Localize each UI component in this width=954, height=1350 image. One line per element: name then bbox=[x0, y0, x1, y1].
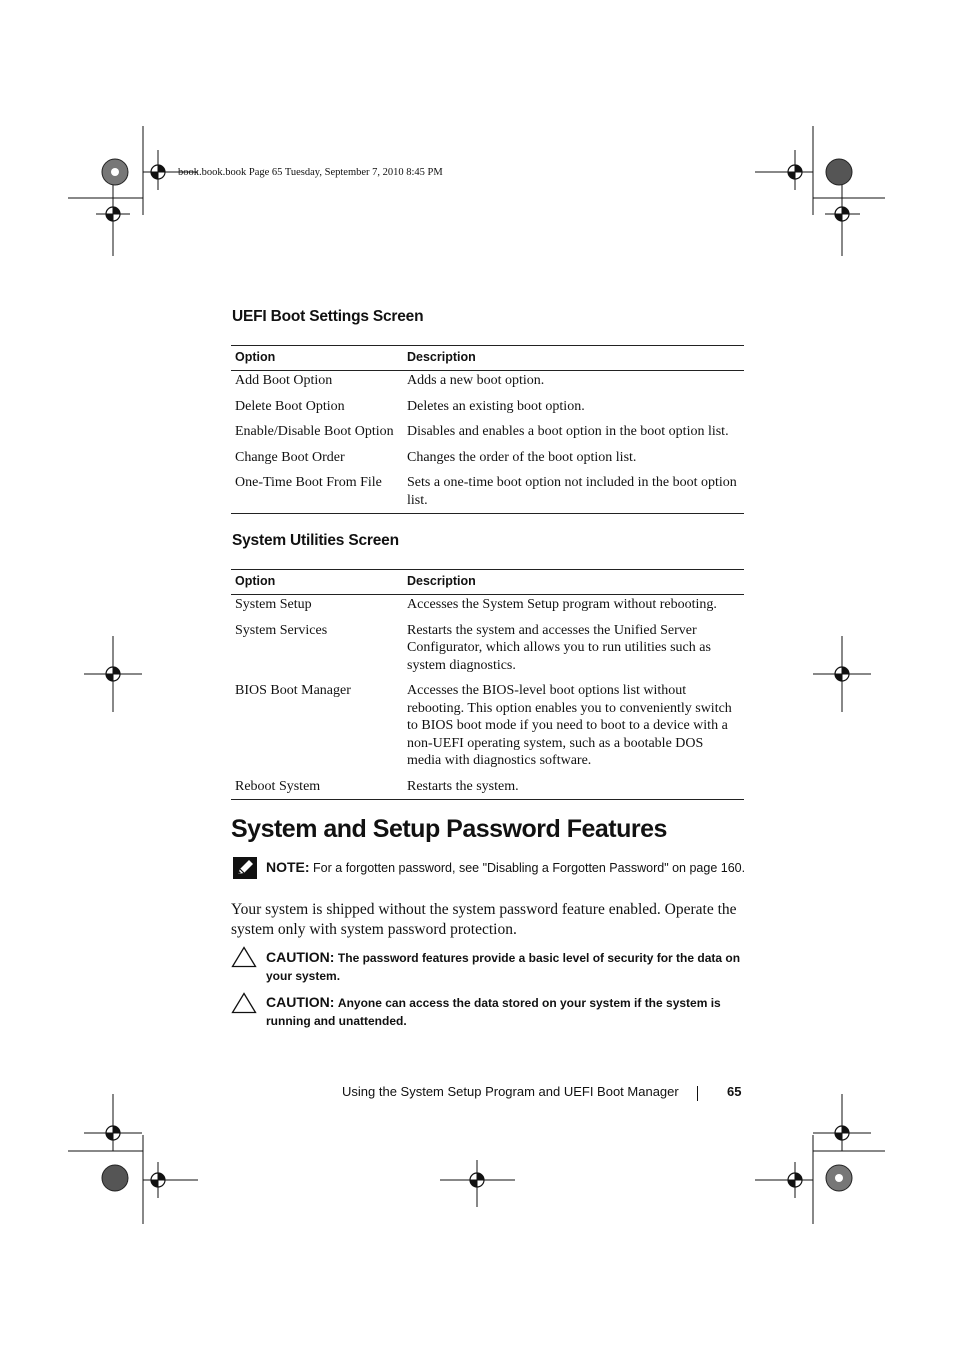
caution-text: Anyone can access the data stored on your system if the system is running and unattended. bbox=[266, 996, 721, 1028]
print-header: book.book.book Page 65 Tuesday, September 7, 2010 8:45 PM bbox=[178, 167, 443, 178]
description-cell: Changes the order of the boot option list. bbox=[407, 449, 637, 465]
description-cell: Deletes an existing boot option. bbox=[407, 398, 585, 414]
description-cell: Sets a one-time boot option not included in the boot option list. bbox=[403, 472, 744, 514]
column-header-option: Option bbox=[231, 346, 403, 371]
option-cell: Enable/Disable Boot Option bbox=[235, 424, 394, 439]
caution-block-1 bbox=[266, 948, 746, 985]
option-cell: Delete Boot Option bbox=[235, 398, 345, 414]
description-cell: Accesses the System Setup program without rebooting. bbox=[407, 597, 717, 612]
description-cell: Adds a new boot option. bbox=[407, 373, 545, 388]
caution-label: CAUTION: bbox=[266, 949, 335, 965]
table-row bbox=[231, 371, 744, 396]
password-section-title: System and Setup Password Features bbox=[231, 815, 667, 843]
table-row bbox=[231, 396, 744, 422]
option-cell: BIOS Boot Manager bbox=[235, 683, 351, 698]
table-row bbox=[231, 472, 744, 514]
option-cell: Add Boot Option bbox=[235, 373, 333, 388]
option-cell: Reboot System bbox=[231, 776, 403, 800]
description-cell: Disables and enables a boot option in the boot option list. bbox=[407, 424, 729, 439]
footer-chapter-title: Using the System Setup Program and UEFI Boot Manager bbox=[342, 1084, 679, 1099]
caution-block-2 bbox=[266, 993, 746, 1030]
uefi-section-title: UEFI Boot Settings Screen bbox=[232, 308, 424, 325]
note-pencil-icon bbox=[233, 857, 257, 884]
note-block bbox=[266, 858, 746, 877]
column-header-description: Description bbox=[403, 346, 744, 371]
description-cell: Restarts the system. bbox=[403, 776, 744, 800]
footer-separator bbox=[697, 1086, 698, 1101]
table-row bbox=[231, 421, 744, 447]
column-header-description: Description bbox=[403, 570, 744, 595]
table-row bbox=[231, 447, 744, 473]
note-text: For a forgotten password, see "Disabling a Forgotten Password" on page 160. bbox=[313, 861, 746, 875]
option-cell: One-Time Boot From File bbox=[231, 472, 403, 514]
body-paragraph: Your system is shipped without the system password feature enabled. Operate the system only with system password protection. bbox=[231, 901, 737, 938]
uefi-options-table bbox=[231, 345, 744, 514]
caution-label: CAUTION: bbox=[266, 994, 335, 1010]
utilities-options-table bbox=[231, 569, 744, 800]
table-row bbox=[231, 620, 744, 681]
page-number: 65 bbox=[727, 1084, 742, 1099]
table-row bbox=[231, 595, 744, 620]
utilities-section-title: System Utilities Screen bbox=[232, 532, 399, 549]
description-cell: Restarts the system and accesses the Unified Server Configurator, which allows you to run utilities such as system diagnostics. bbox=[407, 622, 711, 673]
column-header-option: Option bbox=[231, 570, 403, 595]
caution-triangle-icon bbox=[231, 992, 257, 1019]
table-header-row bbox=[231, 570, 744, 595]
table-header-row bbox=[231, 346, 744, 371]
table-row bbox=[231, 680, 744, 776]
option-cell: System Services bbox=[235, 622, 328, 638]
caution-triangle-icon bbox=[231, 946, 257, 973]
note-label: NOTE: bbox=[266, 859, 310, 875]
table-row bbox=[231, 776, 744, 800]
description-cell: Accesses the BIOS-level boot options list without rebooting. This option enables you to conveniently switch to BIOS boot mode if you need to boot to a device with a non-UEFI operating system, such as a bootable DOS media with diagnostics software. bbox=[407, 683, 732, 768]
option-cell: System Setup bbox=[235, 597, 312, 612]
option-cell: Change Boot Order bbox=[235, 449, 345, 465]
caution-text: The password features provide a basic level of security for the data on your system. bbox=[266, 951, 741, 983]
